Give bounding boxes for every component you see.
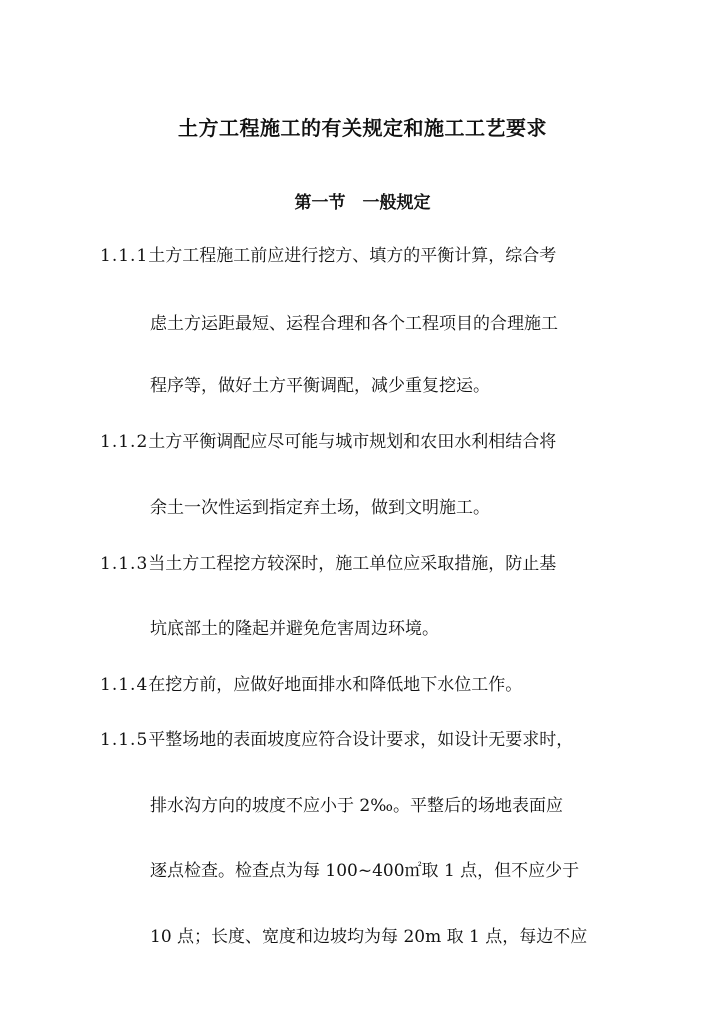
clause-1-1-5-line-3: 逐点检查。检查点为每 100~400㎡取 1 点，但不应少于 <box>150 861 580 881</box>
clause-number: 1.1.5 <box>100 730 149 750</box>
clause-text: 土方平衡调配应尽可能与城市规划和农田水利相结合将 <box>148 432 557 452</box>
clause-1-1-5-line-4: 10 点；长度、宽度和边坡均为每 20m 取 1 点，每边不应 <box>150 927 588 947</box>
clause-1-1-2-line-2: 余土一次性运到指定弃土场，做到文明施工。 <box>150 498 490 518</box>
clause-1-1-4-line-1 <box>100 673 522 697</box>
clause-text: 当土方工程挖方较深时，施工单位应采取措施，防止基 <box>148 554 557 574</box>
clause-1-1-5-line-2: 排水沟方向的坡度不应小于 2‰。平整后的场地表面应 <box>150 796 564 816</box>
clause-text: 平整场地的表面坡度应符合设计要求，如设计无要求时， <box>148 730 574 750</box>
clause-text: 在挖方前，应做好地面排水和降低地下水位工作。 <box>148 675 523 695</box>
clause-1-1-1-line-3: 程序等，做好土方平衡调配，减少重复挖运。 <box>150 376 490 396</box>
document-title: 土方工程施工的有关规定和施工工艺要求 <box>178 116 547 140</box>
clause-1-1-3-line-1 <box>100 552 556 576</box>
clause-1-1-1-line-1 <box>100 244 556 268</box>
clause-1-1-3-line-2: 坑底部土的隆起并避免危害周边环境。 <box>150 619 439 639</box>
clause-number: 1.1.1 <box>100 246 149 266</box>
clause-text: 土方工程施工前应进行挖方、填方的平衡计算，综合考 <box>148 246 557 266</box>
clause-1-1-2-line-1 <box>100 430 556 454</box>
clause-1-1-5-line-1 <box>100 728 573 752</box>
clause-number: 1.1.2 <box>100 432 149 452</box>
clause-number: 1.1.4 <box>100 675 149 695</box>
section-heading: 第一节 一般规定 <box>294 193 431 213</box>
clause-number: 1.1.3 <box>100 554 149 574</box>
clause-1-1-1-line-2: 虑土方运距最短、运程合理和各个工程项目的合理施工 <box>150 314 558 334</box>
